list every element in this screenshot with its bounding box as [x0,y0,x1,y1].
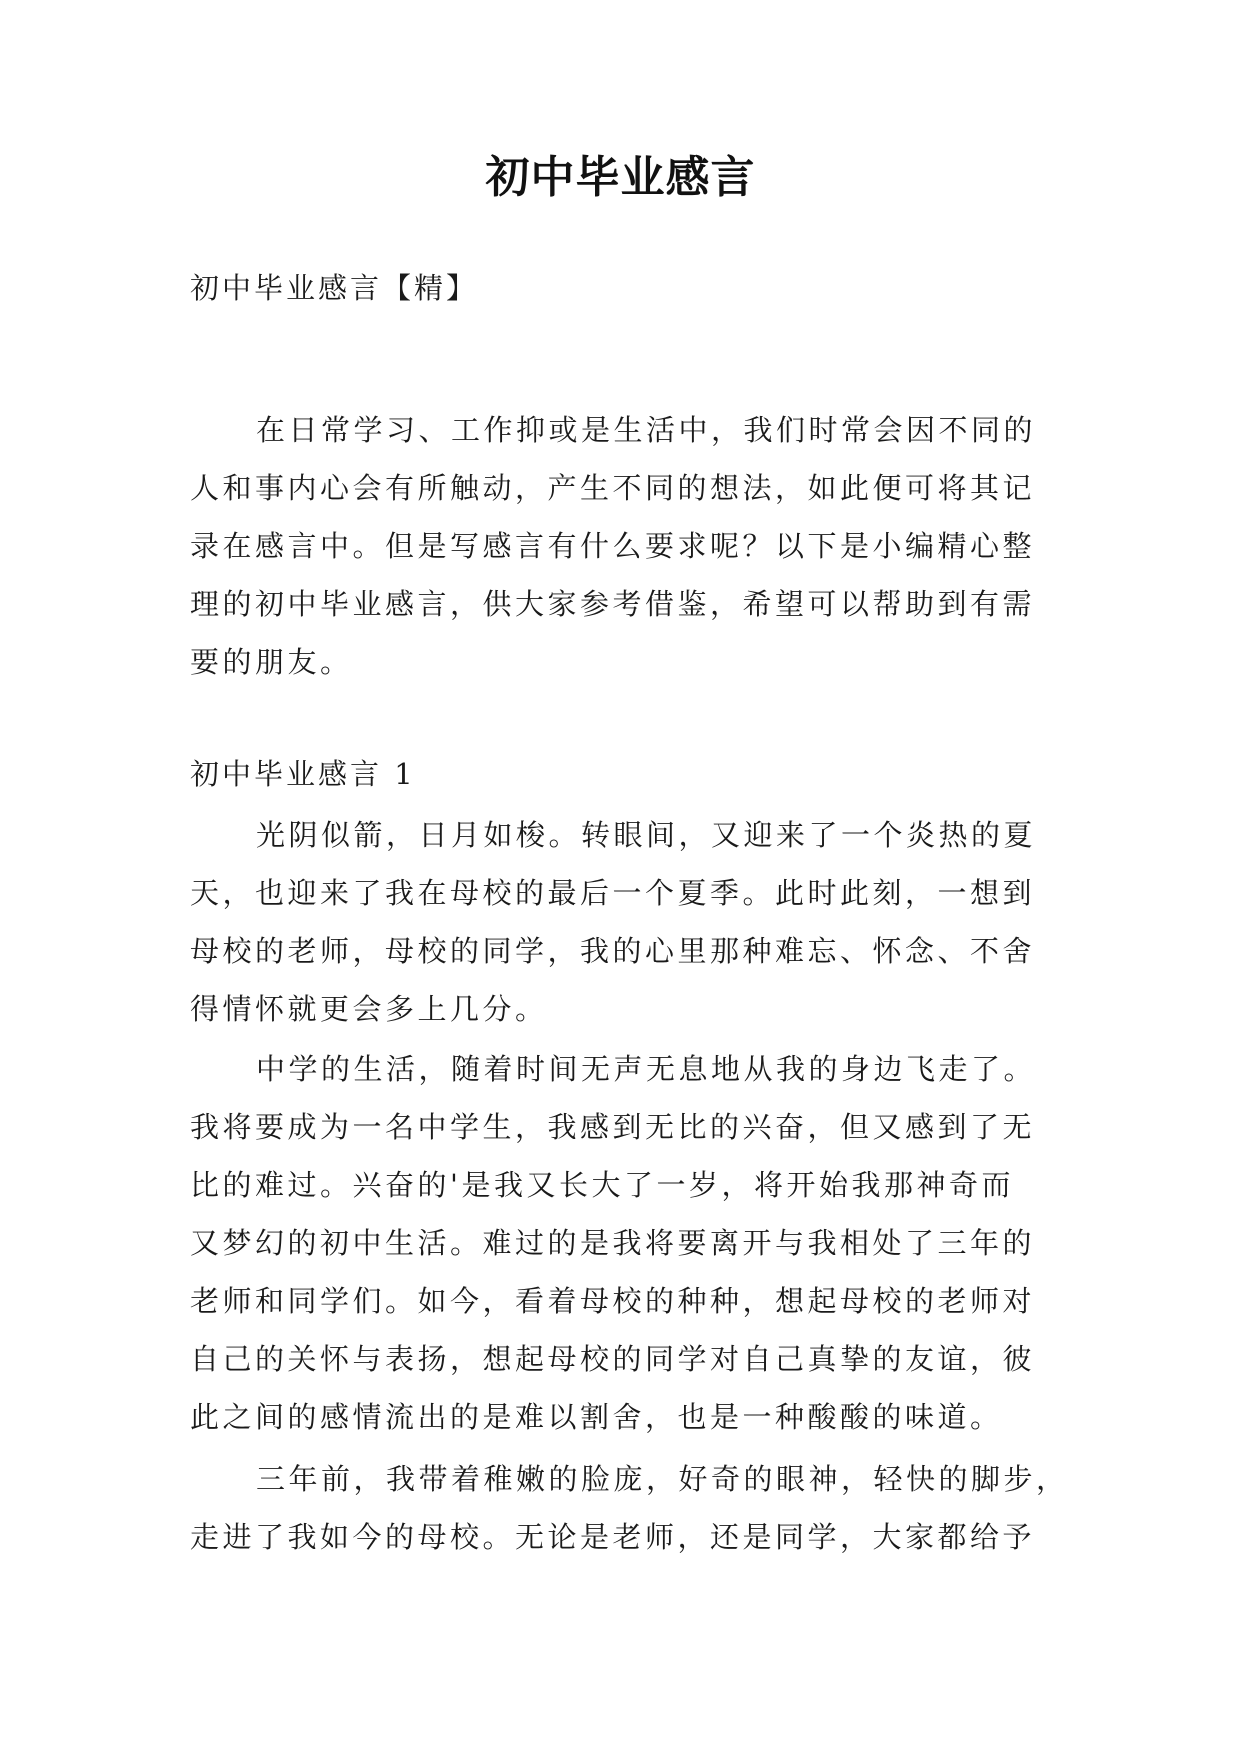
document-title: 初中毕业感言 [485,152,756,203]
intro-line: 在日常学习、工作抑或是生活中，我们时常会因不同的 [256,413,1037,447]
paragraph-line: 此之间的感情流出的是难以割舍，也是一种酸酸的味道。 [190,1400,1003,1434]
paragraph-line: 光阴似箭，日月如梭。转眼间，又迎来了一个炎热的夏 [256,818,1037,852]
intro-line: 理的初中毕业感言，供大家参考借鉴，希望可以帮助到有需 [190,587,1036,621]
paragraph-line: 我将要成为一名中学生，我感到无比的兴奋，但又感到了无 [190,1110,1036,1144]
paragraph-line: 天，也迎来了我在母校的最后一个夏季。此时此刻，一想到 [190,876,1036,910]
body-paragraph-1 [190,806,1070,1038]
paragraph-line: 比的难过。兴奋的'是我又长大了一岁，将开始我那神奇而 [190,1168,1014,1202]
paragraph-line: 得情怀就更会多上几分。 [190,992,548,1026]
body-paragraph-3 [190,1450,1070,1566]
body-paragraph-2 [190,1040,1090,1446]
document-subtitle: 初中毕业感言【精】 [190,271,479,305]
paragraph-line: 三年前，我带着稚嫩的脸庞，好奇的眼神，轻快的脚步， [256,1462,1069,1496]
paragraph-line: 又梦幻的初中生活。难过的是我将要离开与我相处了三年的 [190,1226,1036,1260]
paragraph-line: 走进了我如今的母校。无论是老师，还是同学，大家都给予 [190,1520,1036,1554]
paragraph-line: 自己的关怀与表扬，想起母校的同学对自己真挚的友谊，彼 [190,1342,1036,1376]
section-heading: 初中毕业感言 1 [190,757,416,791]
intro-line: 人和事内心会有所触动，产生不同的想法，如此便可将其记 [190,471,1036,505]
intro-line: 录在感言中。但是写感言有什么要求呢？以下是小编精心整 [190,529,1036,563]
intro-line: 要的朋友。 [190,645,353,679]
paragraph-line: 老师和同学们。如今，看着母校的种种，想起母校的老师对 [190,1284,1036,1318]
intro-paragraph [190,401,1070,691]
paragraph-line: 中学的生活，随着时间无声无息地从我的身边飞走了。 [256,1052,1037,1086]
paragraph-line: 母校的老师，母校的同学，我的心里那种难忘、怀念、不舍 [190,934,1036,968]
